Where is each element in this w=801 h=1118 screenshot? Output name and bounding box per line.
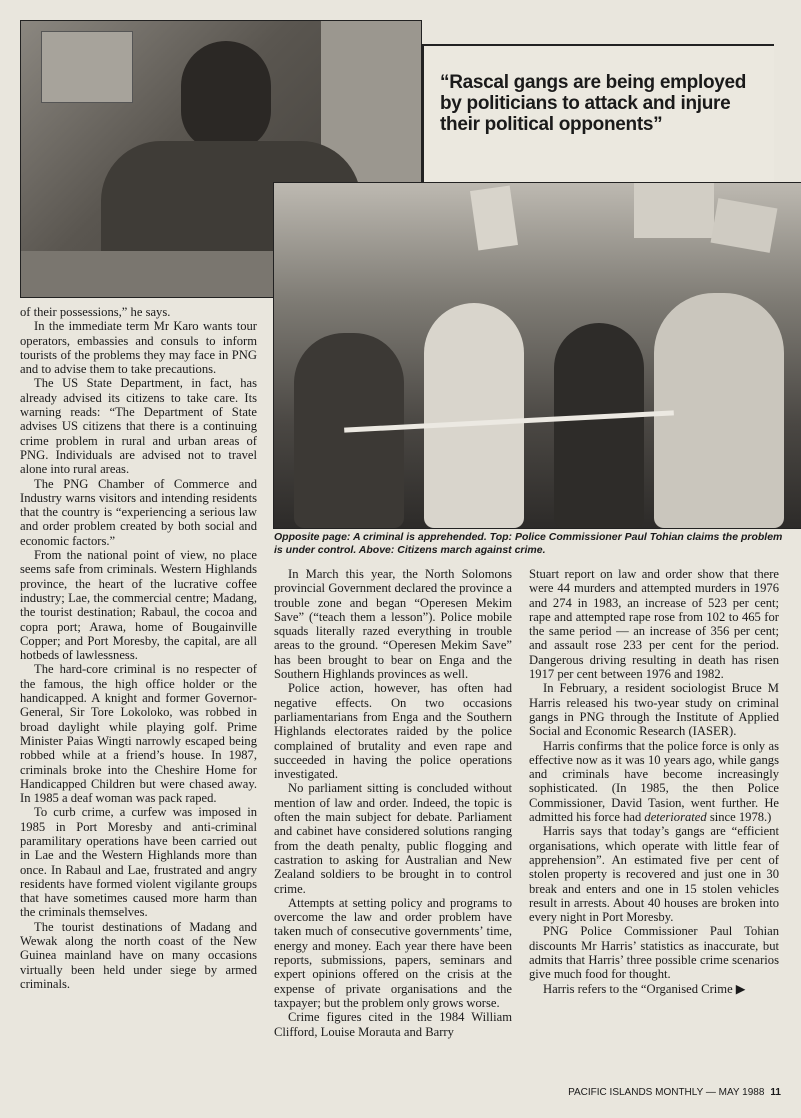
article-column-3 [529, 567, 779, 996]
article-column-1 [20, 305, 257, 991]
portrait-head [181, 41, 271, 151]
paragraph: Crime figures cited in the 1984 William Clifford, Louise Morauta and Barry [274, 1010, 512, 1039]
page-number: 11 [770, 1087, 781, 1098]
paragraph: No parliament sitting is concluded without mention of law and order. Indeed, the topic is often the main subject for debate. Parliament and cabinet have considered solutions ranging from the death penalty, public flogging and castration to asking for Australian and New Zealand soldiers to be brought in to control crime. [274, 781, 512, 896]
paragraph: The PNG Chamber of Commerce and Industry warns visitors and intending residents that the country is “experiencing a serious law and order problem created by both social and economic factors.” [20, 476, 257, 548]
paragraph: In February, a resident sociologist Bruce M Harris released his two-year study on criminal gangs in PNG through the Institute of Applied Social and Economic Research (IASER). [529, 681, 779, 739]
paragraph: The hard-core criminal is no respecter of the famous, the high office holder or the handicapped. A knight and former Governor-General, Sir Tore Lokoloko, was robbed in broad daylight while playing golf. Prime Minister Paias Wingti narrowly escaped being robbed while at a friend’s house. In 1987, criminals broke into the Cheshire Home for Handicapped Children but were chased away. In 1985 a deaf woman was pack raped. [20, 662, 257, 806]
paragraph: PNG Police Commissioner Paul Tohian discounts Mr Harris’ statistics as inaccurate, but admits that Harris’ three possible crime scenarios give much food for thought. [529, 924, 779, 982]
publication-line: PACIFIC ISLANDS MONTHLY — MAY 1988 [568, 1087, 765, 1098]
paragraph: of their possessions,” he says. [20, 305, 171, 319]
marcher [424, 303, 524, 528]
paragraph: Attempts at setting policy and programs to overcome the law and order problem have taken much of consecutive governments’ time, energy and money. Each year there have been reports, submissions, papers, seminars and expert opinions offered on the crisis at the expense of private organisations and the taxpayer; but the problem only grows worse. [274, 895, 512, 1010]
placard [711, 198, 778, 253]
article-column-2 [274, 567, 512, 1039]
paragraph: From the national point of view, no place seems safe from criminals. Western Highlands province, the heart of the lucrative coffee industry; Lae, the commercial centre; Madang, the tourist destination; Rabaul, the cocoa and copra port; Arawa, home of Bougainville Copper; and Port Moresby, the capital, are all hotbeds of lawlessness. [20, 548, 257, 663]
text-run: since 1978.) [706, 810, 772, 825]
photo-caption: Opposite page: A criminal is apprehended. Top: Police Commissioner Paul Tohian claims the problem is under control. Above: Citizens march against crime. [274, 531, 783, 556]
text-run: Harris confirms that the police force is only as effective now as it was 10 years ago, while gangs and criminals have become increasingly sophisticated. (In 1985, the then Police Commissioner, David Tasion, went further. He admitted his force had [529, 738, 779, 825]
paragraph: The US State Department, in fact, has already advised its citizens to take care. Its warning reads: “The Department of State advises US citizens that there is a continuing crime problem in rural and urban areas of PNG. Individuals are advised not to travel alone into rural areas. [20, 376, 257, 477]
paragraph: Police action, however, has often had negative effects. On two occasions parliamentarians from Enga and the Southern Highlands electorates raided by the police complained of brutality and even rape and succeeded in having the police operations investigated. [274, 681, 512, 782]
wall-picture [41, 31, 133, 103]
placard [470, 186, 518, 251]
pull-quote: “Rascal gangs are being employed by politicians to attack and injure their political opponents” [440, 72, 747, 135]
page-footer [529, 1087, 781, 1098]
paragraph: Harris refers to the “Organised Crime ▶ [543, 981, 746, 996]
placard [634, 183, 714, 238]
marcher [554, 323, 644, 528]
paragraph: In March this year, the North Solomons provincial Government declared the province a trouble zone and began “Operesen Mekim Save” (“teach them a lesson”). Police mobile squads literally razed everything in trouble areas to the ground. “Operesen Mekim Save” has been brought to bear on Enga and the Southern Highlands provinces as well. [274, 567, 512, 682]
paragraph: Stuart report on law and order show that there were 44 murders and attempted murders in 1976 and 274 in 1983, an increase of 523 per cent; rape and attempted rape rose from 102 to 465 for the same period — an increase of 356 per cent; and assault rose 233 per cent for the period. Dangerous driving resulting in death has risen 1917 per cent between 1976 and 1982. [529, 567, 779, 682]
citizens-march-photo [273, 182, 801, 529]
emphasis: deteriorated [644, 810, 707, 825]
paragraph: Harris says that today’s gangs are “efficient organisations, which operate with little fear of apprehension”. An estimated five per cent of stolen property is recovered and just one in 30 break and enters and one in 15 stolen vehicles result in arrests. About 40 houses are broken into every night in Port Moresby. [529, 824, 779, 925]
paragraph [529, 739, 779, 825]
paragraph: The tourist destinations of Madang and Wewak along the north coast of the New Guinea mainland have on many occasions virtually been held under siege by armed criminals. [20, 919, 257, 991]
paragraph: In the immediate term Mr Karo wants tour operators, embassies and consuls to inform tourists of the problems they may face in PNG and to advise them to take precautions. [20, 319, 257, 377]
paragraph: To curb crime, a curfew was imposed in 1985 in Port Moresby and anti-criminal paramilitary operations have been carried out in Lae and the Western Highlands more than once. In Rabaul and Lae, frustrated and angry residents have formed violent vigilante groups that have sometimes caused more harm than the criminals themselves. [20, 805, 257, 920]
